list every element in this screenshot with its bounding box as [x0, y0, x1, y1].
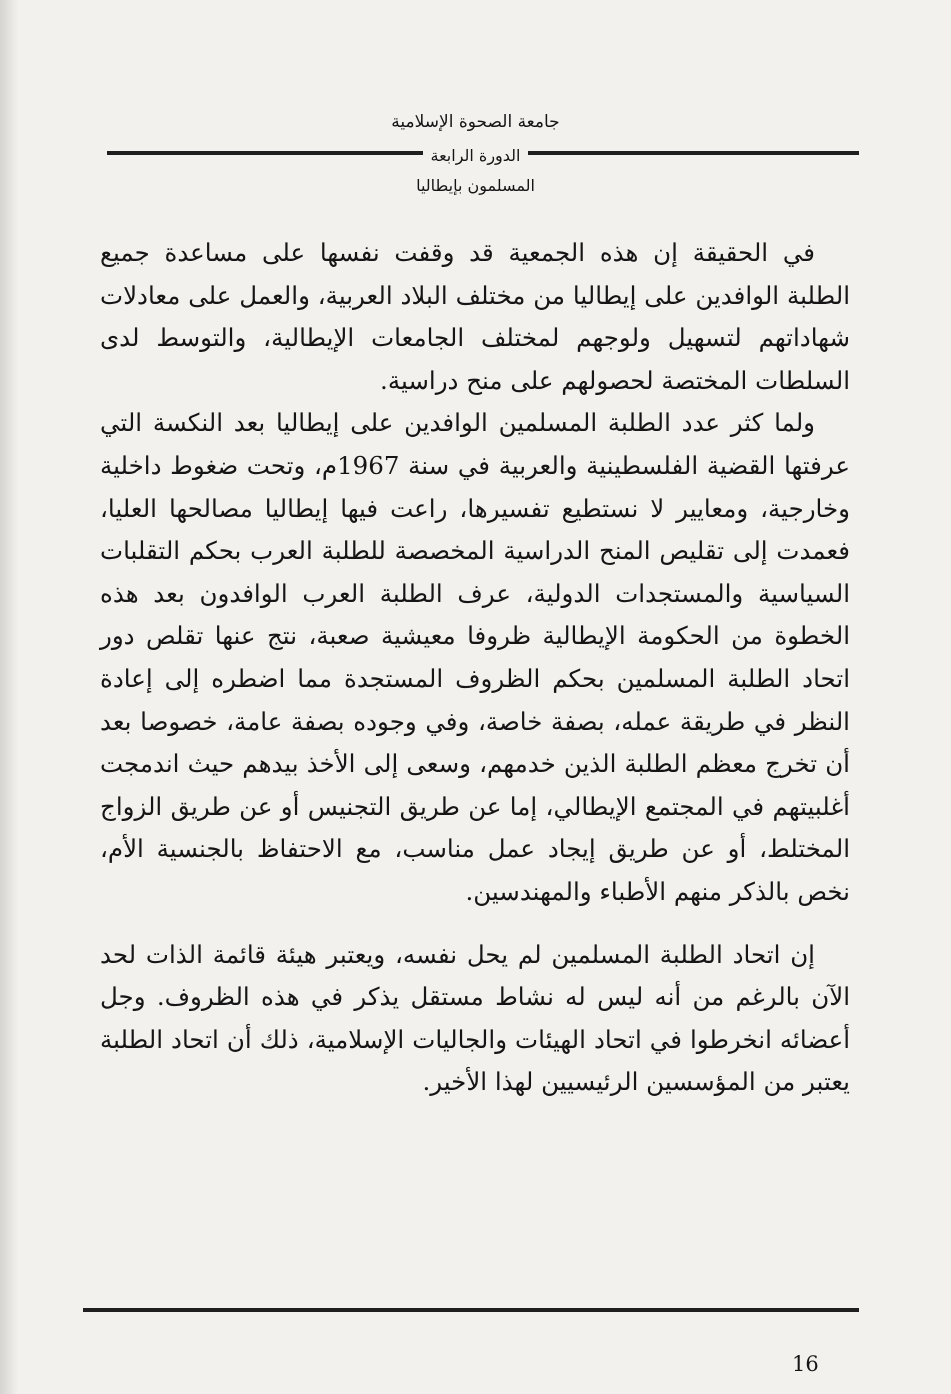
- page-edge-shadow: [0, 0, 18, 1394]
- body-text: [100, 232, 850, 1104]
- paragraph-1: في الحقيقة إن هذه الجمعية قد وقفت نفسها على مساعدة جميع الطلبة الوافدين على إيطاليا من مختلف البلاد العربية، والعمل على معادلات شهاداتهم لتسهيل ولوجهم لمختلف الجامعات الإيطالية، والتوسط لدى السلطات المختصة لحصولهم على منح دراسية.: [100, 238, 850, 395]
- running-header-university: جامعة الصحوة الإسلامية: [391, 112, 560, 132]
- running-header-topic: [0, 176, 951, 195]
- page-number: 16: [792, 1352, 819, 1376]
- footer-rule: [83, 1308, 859, 1312]
- running-header-session: [0, 146, 951, 165]
- session-label: الدورة الرابعة: [423, 146, 529, 165]
- topic-label: المسلمون بإيطاليا: [408, 176, 543, 195]
- paragraph-2: ولما كثر عدد الطلبة المسلمين الوافدين على إيطاليا بعد النكسة التي عرفتها القضية الفلسطينية والعربية في سنة 1967م، وتحت ضغوط داخلية وخارجية، ومعايير لا نستطيع تفسيرها، راعت فيها إيطاليا مصالحها العليا، فعمدت إلى تقليص المنح الدراسية المخصصة للطلبة العرب بحكم التقلبات السياسية والمستجدات الدولية، عرف الطلبة العرب الوافدون بعد هذه الخطوة من الحكومة الإيطالية ظروفا معيشية صعبة، نتج عنها تقلص دور اتحاد الطلبة المسلمين بحكم الظروف المستجدة مما اضطره إلى إعادة النظر في طريقة عمله، بصفة خاصة، وفي وجوده بصفة عامة، خصوصا بعد أن تخرج معظم الطلبة الذين خدمهم، وسعى إلى الأخذ بيدهم حيث اندمجت أغلبيتهم في المجتمع الإيطالي، إما عن طريق التجنيس أو عن طريق الزواج المختلط، أو عن طريق إيجاد عمل مناسب، مع الاحتفاظ بالجنسية الأم، نخص بالذكر منهم الأطباء والمهندسين.: [100, 408, 851, 906]
- paragraph-3: إن اتحاد الطلبة المسلمين لم يحل نفسه، ويعتبر هيئة قائمة الذات لحد الآن بالرغم من أنه ليس له نشاط مستقل يذكر في هذه الظروف. وجل أعضائه انخرطوا في اتحاد الهيئات والجاليات الإسلامية، ذلك أن اتحاد الطلبة يعتبر من المؤسسين الرئيسيين لهذا الأخير.: [100, 939, 850, 1097]
